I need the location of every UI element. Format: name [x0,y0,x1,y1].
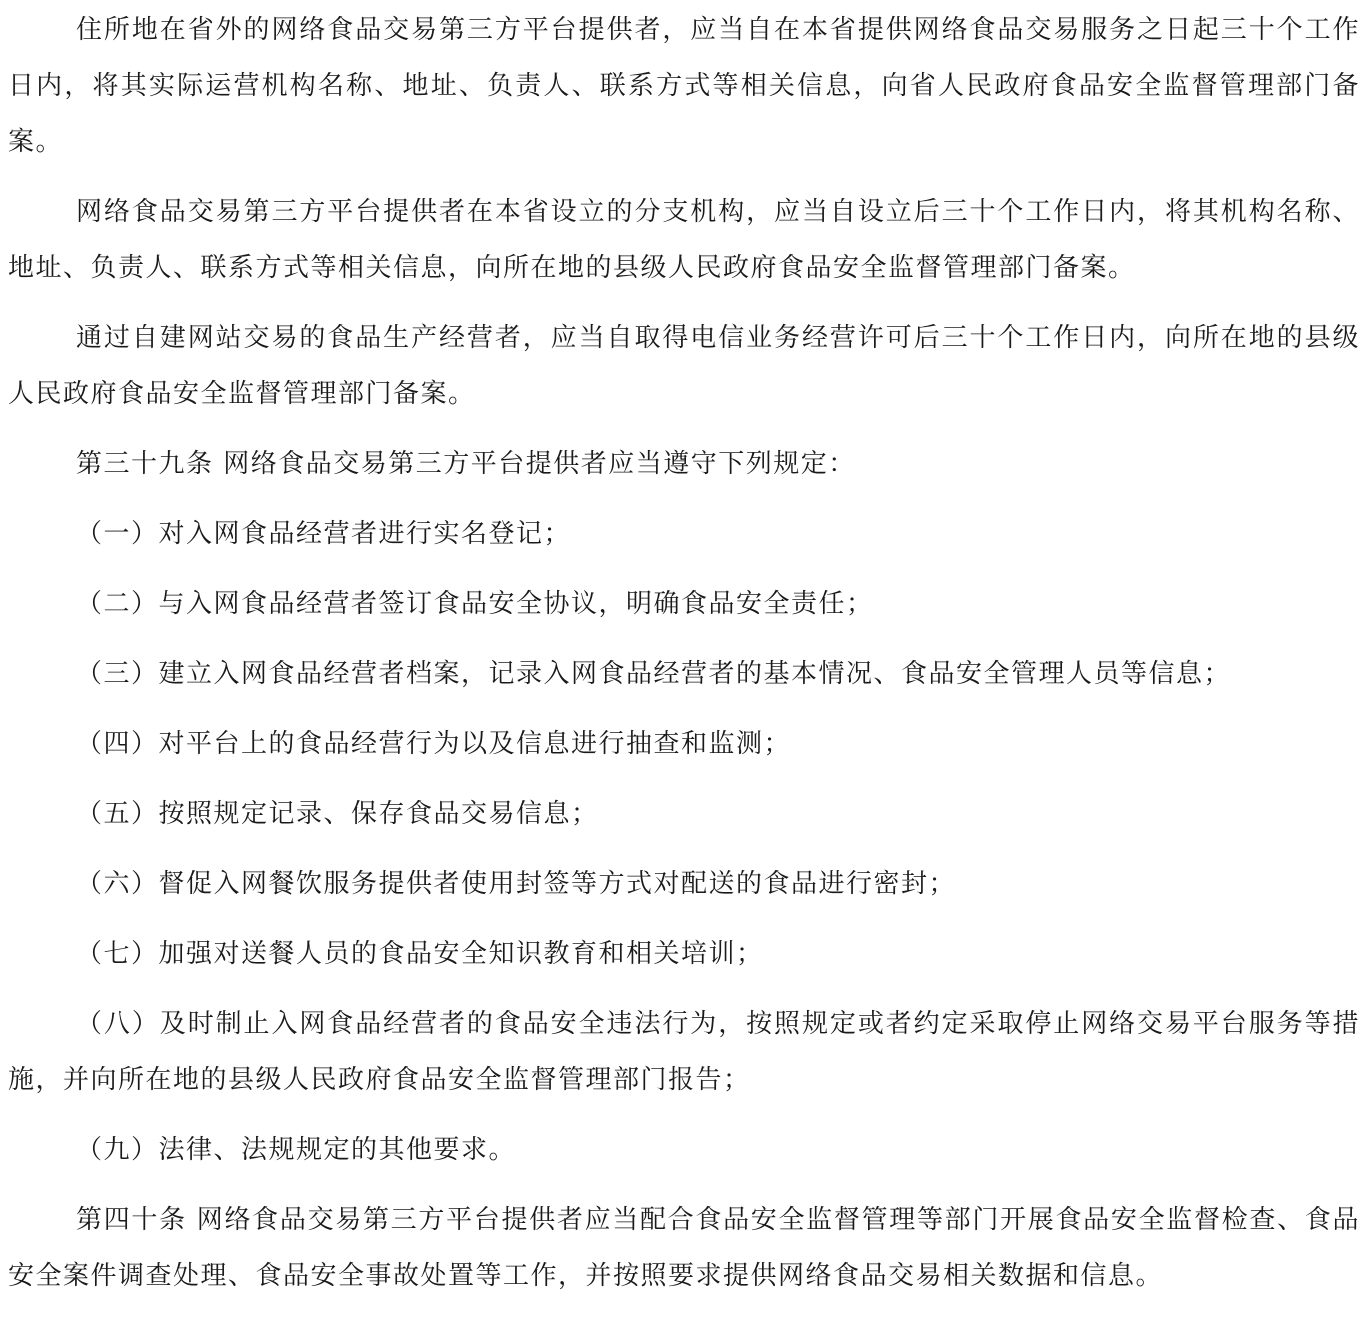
paragraph-overseas-platform-filing: 住所地在省外的网络食品交易第三方平台提供者，应当自在本省提供网络食品交易服务之日起三十个工作日内，将其实际运营机构名称、地址、负责人、联系方式等相关信息，向省人民政府食品安全监督管理部门备案。 [8,15,1360,157]
article-40-paragraph: 第四十条 网络食品交易第三方平台提供者应当配合食品安全监督管理等部门开展食品安全监督检查、食品安全案件调查处理、食品安全事故处置等工作，并按照要求提供网络食品交易相关数据和信息。 [8,1205,1360,1291]
article-39-item-2: （二）与入网食品经营者签订食品安全协议，明确食品安全责任； [76,589,874,619]
article-39-item-3: （三）建立入网食品经营者档案，记录入网食品经营者的基本情况、食品安全管理人员等信息； [76,659,1232,689]
paragraph-self-built-website-filing: 通过自建网站交易的食品生产经营者，应当自取得电信业务经营许可后三十个工作日内，向所在地的县级人民政府食品安全监督管理部门备案。 [8,323,1360,409]
article-39-item-5: （五）按照规定记录、保存食品交易信息； [76,799,599,829]
article-39-item-6: （六）督促入网餐饮服务提供者使用封签等方式对配送的食品进行密封； [76,869,957,899]
article-39-item-8: （八）及时制止入网食品经营者的食品安全违法行为，按照规定或者约定采取停止网络交易平台服务等措施，并向所在地的县级人民政府食品安全监督管理部门报告； [8,1009,1360,1095]
article-39-item-4: （四）对平台上的食品经营行为以及信息进行抽查和监测； [76,729,792,759]
article-39-item-1: （一）对入网食品经营者进行实名登记； [76,519,572,549]
article-39-item-7: （七）加强对送餐人员的食品安全知识教育和相关培训； [76,939,764,969]
article-39-item-9: （九）法律、法规规定的其他要求。 [76,1135,517,1165]
paragraph-branch-filing: 网络食品交易第三方平台提供者在本省设立的分支机构，应当自设立后三十个工作日内，将其机构名称、地址、负责人、联系方式等相关信息，向所在地的县级人民政府食品安全监督管理部门备案。 [8,197,1360,283]
article-39-heading: 第三十九条 网络食品交易第三方平台提供者应当遵守下列规定： [76,449,856,479]
document-body [8,0,1360,1304]
